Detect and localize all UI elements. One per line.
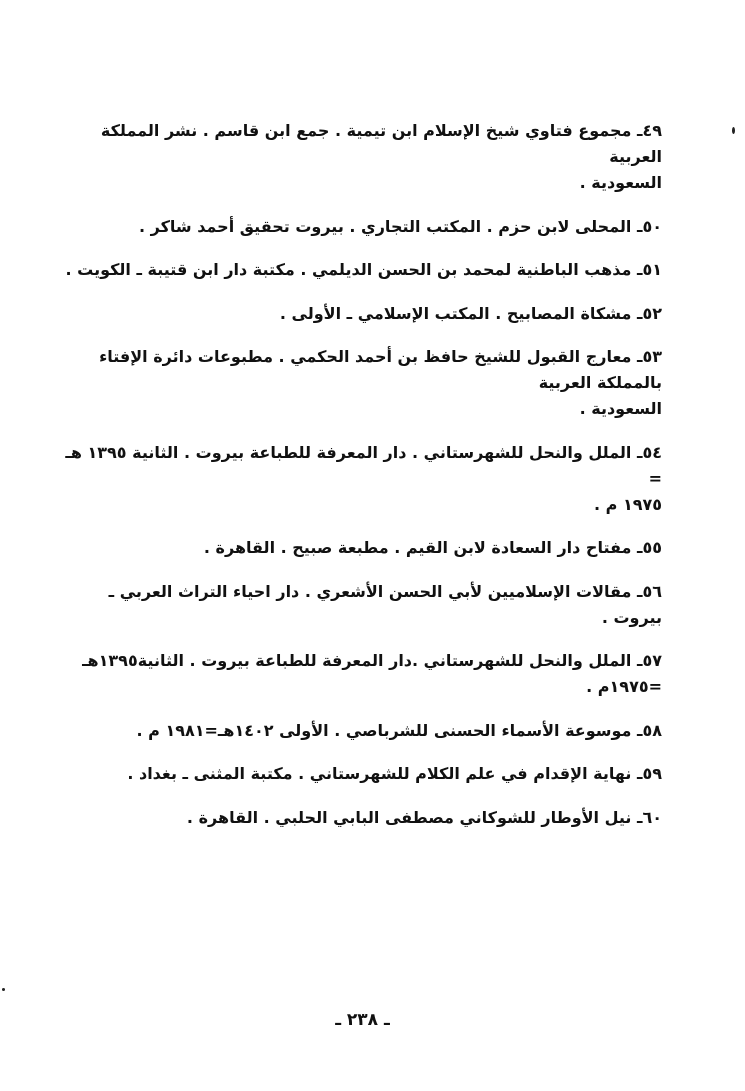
reference-text: نيل الأوطار للشوكاني مصطفى البابي الحلبي . القاهرة . [186, 807, 632, 827]
reference-number: ٥٢ [642, 303, 662, 323]
reference-number: ٤٩ [642, 121, 662, 140]
reference-number: ٥٨ [642, 720, 662, 740]
reference-text: المحلى لابن حزم . المكتب التجاري . بيروت تحقيق أحمد شاكر . [138, 216, 632, 236]
reference-item: ٦٠ـ نيل الأوطار للشوكاني مصطفى البابي الحلبي . القاهرة . [186, 807, 662, 827]
reference-number: ٥٥ [642, 538, 662, 557]
reference-text: مجموع فتاوي شيخ الإسلام ابن تيمية . جمع ابن قاسم . نشر المملكة العربية [100, 121, 662, 166]
reference-item: ٥٥ـ مفتاح دار السعادة لابن القيم . مطبعة صبيح . القاهرة . [203, 538, 662, 557]
reference-number: ٥٧ [642, 651, 662, 670]
reference-number: ٦٠ [642, 807, 662, 827]
reference-text: الملل والنحل للشهرستاني .دار المعرفة للطباعة بيروت . الثانية١٣٩٥هـ =١٩٧٥م . [82, 651, 662, 696]
reference-text: مذهب الباطنية لمحمد بن الحسن الديلمي . مكتبة دار ابن قتيبة ـ الكويت . [65, 260, 632, 279]
reference-text: مقالات الإسلاميين لأبي الحسن الأشعري . دار احياء التراث العربي ـ بيروت . [108, 581, 662, 627]
reference-item: ٥٩ـ نهاية الإقدام في علم الكلام للشهرستاني . مكتبة المثنى ـ بغداد . [127, 764, 662, 783]
reference-number: ٥٩ [642, 764, 662, 783]
reference-item: ٥٢ـ مشكاة المصابيح . المكتب الإسلامي ـ الأولى . [279, 303, 662, 323]
reference-text: معارج القبول للشيخ حافظ بن أحمد الحكمي . مطبوعات دائرة الإفتاء بالمملكة العربية [99, 347, 662, 392]
reference-number: ٥٠ [642, 216, 662, 236]
reference-list [62, 118, 662, 848]
reference-item: ٥٨ـ موسوعة الأسماء الحسنى للشرباصي . الأولى ١٤٠٢هـ=١٩٨١ م . [136, 720, 662, 740]
reference-item: ٥٦ـ مقالات الإسلاميين لأبي الحسن الأشعري . دار احياء التراث العربي ـ بيروت . [108, 581, 662, 627]
reference-text: مفتاح دار السعادة لابن القيم . مطبعة صبيح . القاهرة . [203, 538, 632, 557]
reference-text: موسوعة الأسماء الحسنى للشرباصي . الأولى ١٤٠٢هـ=١٩٨١ م . [136, 720, 632, 740]
reference-text: الملل والنحل للشهرستاني . دار المعرفة للطباعة بيروت . الثانية ١٣٩٥ هـ = [65, 442, 662, 488]
reference-text-continued: السعودية . [579, 399, 662, 418]
page-number: ـ ٢٣٨ ـ [335, 1010, 390, 1030]
reference-text: نهاية الإقدام في علم الكلام للشهرستاني . مكتبة المثنى ـ بغداد . [127, 764, 632, 783]
reference-item: ٤٩ـ مجموع فتاوي شيخ الإسلام ابن تيمية . جمع ابن قاسم . نشر المملكة العربية السعودية . [62, 118, 662, 196]
reference-item: ٥٤ـ الملل والنحل للشهرستاني . دار المعرفة للطباعة بيروت . الثانية ١٣٩٥ هـ = ١٩٧٥ م . [62, 440, 662, 518]
scan-speck [732, 127, 735, 134]
reference-text-continued: ١٩٧٥ م . [593, 494, 662, 514]
reference-number: ٥١ [642, 260, 662, 279]
reference-item: ٥٣ـ معارج القبول للشيخ حافظ بن أحمد الحكمي . مطبوعات دائرة الإفتاء بالمملكة العربية السعودية . [62, 344, 662, 422]
reference-number: ٥٣ [642, 347, 662, 366]
reference-item: ٥١ـ مذهب الباطنية لمحمد بن الحسن الديلمي . مكتبة دار ابن قتيبة ـ الكويت . [65, 260, 662, 279]
reference-text: مشكاة المصابيح . المكتب الإسلامي ـ الأولى . [279, 303, 632, 323]
reference-number: ٥٤ [642, 442, 662, 462]
reference-item: ٥٧ـ الملل والنحل للشهرستاني .دار المعرفة للطباعة بيروت . الثانية١٣٩٥هـ =١٩٧٥م . [82, 651, 662, 696]
reference-text-continued: السعودية . [579, 173, 662, 192]
scan-speck [2, 988, 5, 991]
reference-item: ٥٠ـ المحلى لابن حزم . المكتب التجاري . بيروت تحقيق أحمد شاكر . [138, 216, 662, 236]
reference-number: ٥٦ [642, 581, 662, 601]
